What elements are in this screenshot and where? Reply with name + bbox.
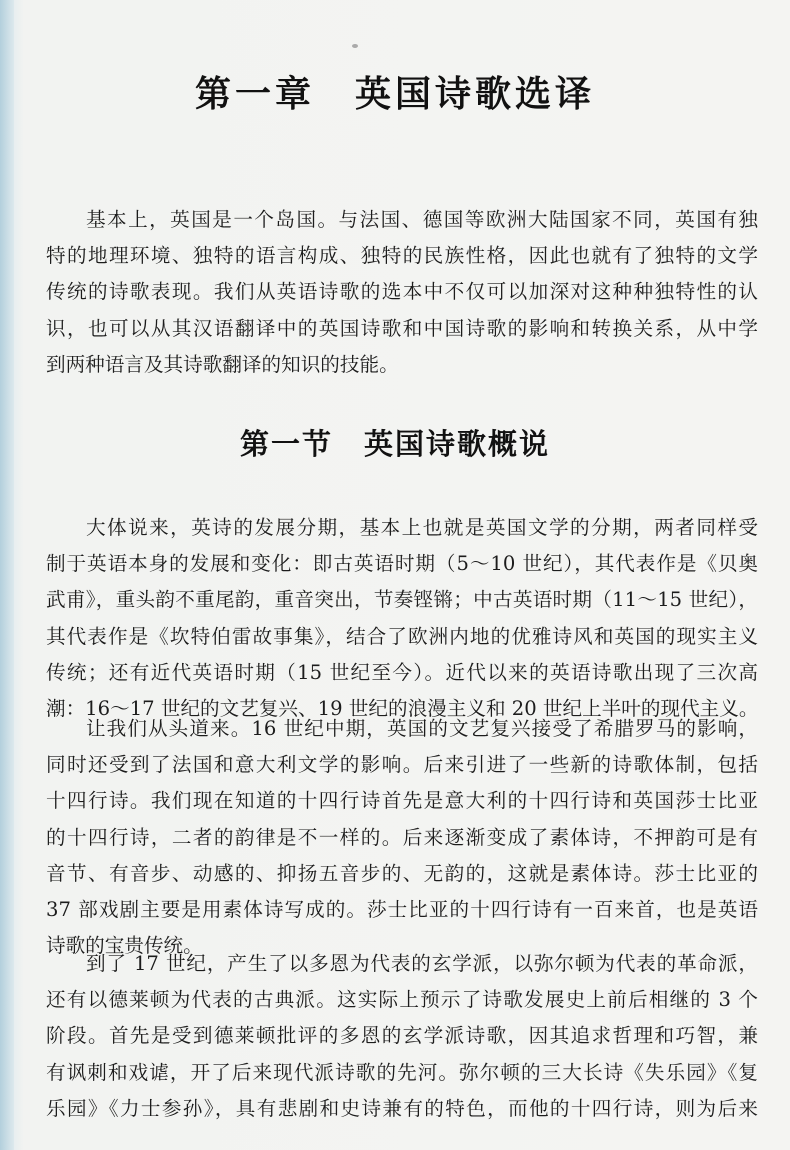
intro-paragraph: [46, 202, 758, 383]
text-line: 诗歌的宝贵传统。: [46, 934, 203, 958]
paragraph-renaissance: [46, 711, 758, 964]
text-line: 到两种语言及其诗歌翻译的知识的技能。: [46, 352, 399, 376]
text-line: 大体说来，英诗的发展分期，基本上也就是英国文学的分期，两者同样受: [86, 516, 758, 539]
text-line: 识，也可以从其汉语翻译中的英国诗歌和中国诗歌的影响和转换关系，从中学: [46, 316, 758, 340]
text-line: 37 部戏剧主要是用素体诗写成的。莎士比亚的十四行诗有一百来首，也是英语: [46, 898, 758, 922]
text-line: 特的地理环境、独特的语言构成、独特的民族性格，因此也就有了独特的文学: [46, 244, 758, 268]
chapter-title: 第一章 英国诗歌选译: [194, 74, 595, 115]
text-line: 传统的诗歌表现。我们从英语诗歌的选本中不仅可以加深对这种种独特性的认: [46, 280, 758, 304]
text-line: 十四行诗。我们现在知道的十四行诗首先是意大利的十四行诗和英国莎士比亚: [46, 789, 758, 813]
ink-speck: [352, 44, 358, 48]
text-line: 同时还受到了法国和意大利文学的影响。后来引进了一些新的诗歌体制，包括: [46, 753, 758, 777]
text-line: 潮：16～17 世纪的文艺复兴、19 世纪的浪漫主义和 20 世纪上半叶的现代主义。: [46, 697, 759, 721]
text-line: 让我们从头道来。16 世纪中期，英国的文艺复兴接受了希腊罗马的影响，: [86, 717, 758, 740]
page-binding-edge: [0, 0, 14, 1150]
text-line: 音节、有音步、动感的、抑扬五音步的、无韵的，这就是素体诗。莎士比亚的: [46, 861, 758, 885]
text-line: 乐园》《力士参孙》，具有悲剧和史诗兼有的特色，而他的十四行诗，则为后来: [46, 1096, 758, 1120]
text-line: 阶段。首先是受到德莱顿批评的多恩的玄学派诗歌，因其追求哲理和巧智，兼: [46, 1024, 758, 1048]
paragraph-periodization: [46, 510, 758, 727]
paragraph-17th-century: [46, 946, 758, 1127]
text-line: 有讽刺和戏谑，开了后来现代派诗歌的先河。弥尔顿的三大长诗《失乐园》《复: [46, 1060, 758, 1084]
text-line: 武甫》，重头韵不重尾韵，重音突出，节奏铿锵；中古英语时期（11～15 世纪），: [46, 588, 758, 612]
section-title: 第一节 英国诗歌概说: [239, 427, 550, 461]
text-line: 还有以德莱顿为代表的古典派。这实际上预示了诗歌发展史上前后相继的 3 个: [46, 988, 758, 1012]
text-line: 的十四行诗，二者的韵律是不一样的。后来逐渐变成了素体诗，不押韵可是有: [46, 825, 758, 849]
text-line: 基本上，英国是一个岛国。与法国、德国等欧洲大陆国家不同，英国有独: [86, 208, 758, 231]
text-line: 其代表作是《坎特伯雷故事集》，结合了欧洲内地的优雅诗风和英国的现实主义: [46, 624, 758, 648]
text-line: 到了 17 世纪，产生了以多恩为代表的玄学派，以弥尔顿为代表的革命派，: [86, 952, 758, 975]
text-line: 制于英语本身的发展和变化：即古英语时期（5～10 世纪），其代表作是《贝奥: [46, 552, 758, 576]
text-line: 传统；还有近代英语时期（15 世纪至今）。近代以来的英语诗歌出现了三次高: [46, 660, 758, 684]
